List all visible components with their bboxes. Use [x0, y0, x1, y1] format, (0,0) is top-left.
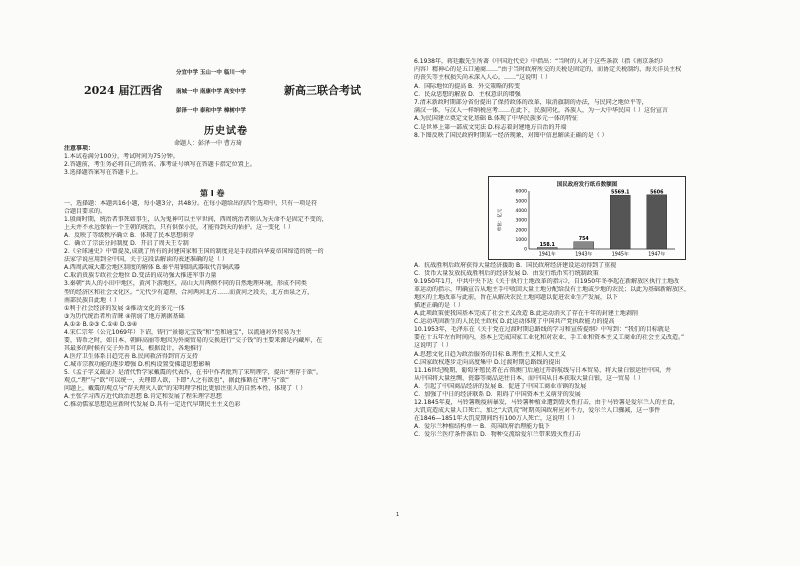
question-line: C．货币大量发放抗战胜利后的经济发展 D．由发行纸币实行统制政策: [414, 270, 599, 278]
question-line: 3.秦朝“共人的小田中地区，黄河下游地区，高山大川两侧不同的自然地理环境，形成不同类: [64, 280, 307, 288]
question-line: ①利于社会经济的发展 ②推动文化的多元一体: [64, 304, 185, 312]
right-bottom-questions: [414, 262, 754, 439]
subject-title: 历史试卷: [204, 126, 248, 137]
page-number: 1: [396, 512, 400, 518]
question-line: 法家学说应用到全中国，关于这段话解读的表述准确的是（ ）: [64, 256, 228, 264]
question-line: 合题目要求的。: [64, 208, 107, 216]
school-row: 彭泽一中 泰和中学 樟树中学: [176, 108, 246, 114]
question-line: 9.1950年1月，中共中央下达《关于执行土地改革的指示》，自1950年冬季起在新解放区执行土地改: [414, 278, 680, 286]
question-line: 一、选择题：本题共16小题，每小题3分，共48分。在每小题给出的四个选项中，只有一项是符: [64, 200, 318, 207]
question-line: 其最多的时候有交子外币可以，根据设计，各地推行: [64, 344, 203, 352]
question-line: 4.宋仁宗年（公元1069年）下诏，铸行“景德元宝钱”和“至和通宝”，以流通对外贸易为主: [64, 328, 302, 336]
notes-item: 2.答题前，考生务必将自己的姓名、准考证号填写在答题卡指定位置上。: [64, 161, 256, 168]
question-line: 上天并不永远保佑一个王朝的统治，只有供保小民，才能得到天的佑护。这一变化（ ）: [64, 224, 294, 232]
y-tick-label: 1000: [515, 237, 527, 243]
question-line: 11.16世纪晚期，葡萄牙殖民者在占领澳门后通过开辟航线与日本贸易，将大量白银运往中国，并: [414, 366, 672, 374]
question-line: 7.清末新政时期部分省份提出了保持政体的改革，取消旗制的办法，与民同之地位平等，: [414, 99, 648, 107]
question-line: A．反映了等级秩序确立 B．体现了民本思想萌芽: [64, 232, 195, 240]
x-tick-label: 1947年: [648, 252, 666, 258]
question-line: 8.下图反映了国民政府时期某一经济现象，对图中信息解读正确的是（ ）: [414, 131, 608, 139]
question-line: C.运动巩固新生的人民民主政权 D.此运动体现了中国共产党执政能力的提高: [414, 318, 615, 326]
question-line: 5.《孟子字义疏证》是清代哲学家戴震的代表作，在书中作者批判了宋明理学，提出“理存于欲”。: [64, 368, 322, 376]
exam-notes: [64, 145, 398, 177]
y-tick-label: 5000: [515, 199, 527, 205]
question-line: 描述正确的是（ ）: [414, 302, 464, 310]
question-line: 6.1938年，蒋廷黻先生所著《中国近代史》中指出：“当时的人对于这些条款（指《南京条约》: [414, 58, 667, 65]
chart-svg: [489, 177, 685, 259]
question-line: 南部民族自此地（ ）: [64, 296, 120, 304]
chart-title: 国民政府发行纸币数额图: [556, 182, 618, 188]
y-tick-label: 4000: [515, 208, 527, 214]
y-tick-label: 2000: [515, 228, 527, 234]
question-line: 地区的土地改革与此前，旨在从解决农民土地问题以促进农业生产发展，以下: [414, 294, 619, 302]
y-axis-label: 单位：亿元: [498, 208, 503, 232]
school-list: [176, 64, 246, 121]
x-tick-label: 1945年: [611, 252, 629, 258]
question-line: 12.1845年夏，马铃薯晚疫病暴发，马铃薯种植业遭到毁灭性打击，由于马铃薯是爱尔兰人的主食，: [414, 398, 679, 406]
question-line: A.为民国建立奠定文化基础 B.体现了中华民族多元一体的特征: [414, 115, 578, 123]
question-line: 满汉一体，与汉人一样纳税应考……在此下，民族同化，各族人，为一大中华民国（ ）这份宣言: [414, 107, 668, 115]
question-line: A.①② B.②③ C.①④ D.③④: [64, 320, 138, 328]
question-line: A.此项政策使我国基本完成了社会主义改造 B.此运动消灭了存在千年的封建土地剥削: [414, 310, 638, 318]
question-line: C.城市宗教功能的逐步增强 D.机构设置受佛道思想影响: [64, 360, 211, 368]
school-row: 分宜中学 玉山一中 临川一中: [176, 70, 246, 76]
y-tick-label: 6000: [515, 189, 527, 195]
x-tick-label: 1941年: [538, 252, 556, 258]
question-line: C.取消贵族专政社会地位 D.变法的成功强大推进军事力量: [64, 272, 217, 280]
question-line: 大饥荒造成大量人口死亡，加之“大饥荒”时期英国政府应对不力，爱尔兰人口骤减，这一事件: [414, 406, 661, 414]
question-line: C.是世界上第一部成文宪法 D.标志着封建地方自治的开端: [414, 123, 567, 131]
bar-value-label: 5569.1: [610, 190, 630, 196]
question-line: 内容）精神心的是五口通商……”由于当时政府所交的关税是固定的，而协定关税制约、海关洋员主权: [414, 66, 682, 74]
bar-value-label: 5606: [650, 190, 664, 196]
question-line: A．爱尔兰种植结构单一 B．英国政府治理能力低下: [414, 422, 551, 430]
question-line: A．国际地位的提高 B．外交策略的转变: [414, 82, 521, 90]
question-line: A.思想文化日趋为政治服务的目标 B.理性主义和人文主义: [414, 350, 566, 358]
question-line: C.国家政权逐步走向高度集中 D.过渡时期总路线的提出: [414, 358, 561, 366]
question-line: 从中国将大量丝绸、瓷器等商品运往日本，而中国从日本获取大量白银，这一贸易（ ）: [414, 374, 644, 382]
question-line: 型的经济区和社会文化区。“元代少有道理，合河两河北方……而黄河之段关，北方由泉之方，: [64, 288, 314, 296]
y-tick-label: 0: [524, 247, 527, 253]
notes-item: 1.本试卷满分100分，考试时间为75分钟。: [64, 153, 179, 160]
question-line: A．抗战胜利后政府获得大量经济援助 B．国民政府经济建设运动得到了重视: [414, 262, 617, 269]
question-line: C．确立了宗法分封制度 D．开启了周天王专制: [64, 240, 189, 248]
bar-value-label: 754: [578, 237, 589, 243]
exam-header: [64, 62, 398, 147]
question-line: C．爱尔兰医疗条件落后 D．物种交流给爱尔兰带来毁灭性打击: [414, 430, 581, 438]
question-line: 的丧失等主权损失尚未深入人心。……”这说明（ ）: [414, 74, 552, 82]
school-row: 南城一中 南康中学 高安中学: [176, 89, 246, 95]
exam-year: 2024 届江西省: [84, 84, 163, 97]
question-line: 10.1953年，毛泽东在《关于党在过渡时期总路线的学习和宣传提纲》中写到：“我们的目标就是: [414, 326, 670, 334]
right-top-questions: [414, 58, 754, 140]
y-tick-label: 3000: [515, 218, 527, 224]
question-line: C．加强了中日的经济联系 D．阻碍了中国资本主义萌芽的发展: [414, 390, 581, 398]
x-tick-label: 1943年: [575, 252, 593, 258]
exam-author: 命题人：彭泽一中 曹方琦: [174, 140, 242, 147]
question-line: ③为历代统治者所青睐 ④削弱了地方割据基础: [64, 312, 185, 320]
question-line: 要在十五年左右时间内，基本上完成国家工业化和对农业、手工业和资本主义工商业的社会主义改造。”: [414, 334, 685, 342]
question-line: A.西周武城大都会地区制度的解体 B.秦平用钢制武器取代青铜武器: [64, 264, 240, 272]
question-line: C.推动儒家思想适应新时代发展 D.具有一定近代早期民主主义色彩: [64, 401, 241, 409]
left-questions: [64, 200, 398, 409]
question-line: 这说明了（ ）: [414, 342, 452, 350]
exam-name: 新高三联合考试: [284, 84, 361, 97]
currency-chart: [488, 176, 686, 260]
question-line: 1.殷商时期，统治者事死如事生，认为鬼神可以主宰世间，西周统治者则认为天命不是固定不变的，: [64, 216, 328, 224]
notes-heading: 注意事项：: [64, 145, 95, 152]
bar: [610, 195, 630, 249]
question-line: A.医疗卫生体系日趋完善 B.民间救济得到官方支持: [64, 352, 198, 360]
question-line: 在1846—1851年大饥荒期间约有100万人死亡，这说明（ ）: [414, 414, 578, 422]
question-line: A.主张学习西方近代政治思想 B.肯定和发展了程朱理学思想: [64, 393, 222, 401]
bar: [647, 195, 667, 249]
bar: [574, 242, 594, 249]
question-line: 2.《全球通史》中曾提及,成就了所有的封建国家和王国的制度竟是手段指向华夏帝国缔造的统一的: [64, 248, 324, 256]
question-line: C．民众思想的解放 D．主权意识的增强: [414, 90, 521, 98]
question-line: 观点,“理”与“欲”可以统一，天理即人欲，下即“人之有欲也”，据此推断在“理”与“欲”: [64, 377, 289, 385]
question-line: 革运动的指示，明确宣告从地主手中收回大量土地分配给没有土地或少地的农民；以此为基础新解放区，: [414, 286, 691, 294]
notes-item: 3.选择题答案写在答题卡上。: [64, 169, 142, 176]
bar-value-label: 158.1: [539, 242, 555, 248]
question-line: 问题上，戴震的观点与“存天理灭人欲”的宋明理学相比更加注重人的自然本性，体现了（ ）: [64, 385, 307, 393]
question-line: A．引起了中国商品经济的发展 B．促进了中国工商业市镇的发展: [414, 382, 587, 390]
part-title: 第 I 卷: [200, 189, 225, 198]
question-line: 要，铸币之时，如日本、朝鲜高丽等地因为外商贸易的交换进行“交子钱”的主要来源是内藏库，在: [64, 336, 323, 344]
